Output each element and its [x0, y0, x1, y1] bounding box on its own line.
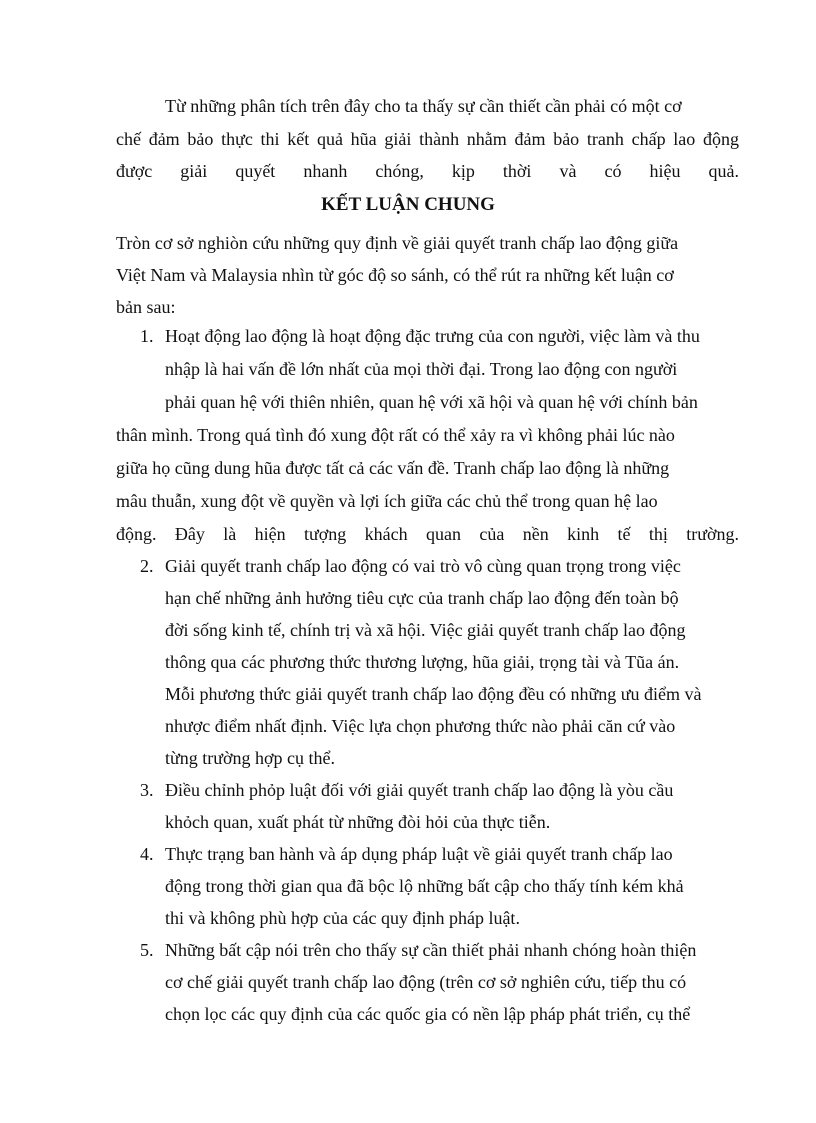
list-item-number: 2.: [140, 556, 154, 576]
list-item-line: thông qua các phương thức thương lượng, hũa giải, trọng tài và Tũa án.: [165, 652, 680, 672]
list-item-number: 1.: [140, 326, 154, 346]
list-item-line: chọn lọc các quy định của các quốc gia có nền lập pháp phát triển, cụ thể: [165, 1004, 691, 1024]
list-item-number: 3.: [140, 780, 154, 800]
list-item-line: Thực trạng ban hành và áp dụng pháp luật về giải quyết tranh chấp lao: [165, 844, 673, 864]
list-item-line: giữa họ cũng dung hũa được tất cả các vấn đề. Tranh chấp lao động là những: [116, 458, 670, 478]
list-item-line: Mỗi phương thức giải quyết tranh chấp lao động đều có những ưu điểm và: [165, 684, 702, 704]
intro-line-1: Từ những phân tích trên đây cho ta thấy sự cần thiết cần phải có một cơ: [165, 96, 682, 116]
list-item-line: nhược điểm nhất định. Việc lựa chọn phương thức nào phải căn cứ vào: [165, 716, 676, 736]
list-item-line: từng trường hợp cụ thể.: [165, 748, 336, 768]
list-item-line: Giải quyết tranh chấp lao động có vai trò vô cùng quan trọng trong việc: [165, 556, 681, 576]
list-item-line: cơ chế giải quyết tranh chấp lao động (trên cơ sở nghiên cứu, tiếp thu có: [165, 972, 687, 992]
list-item-line: thi và không phù hợp của các quy định pháp luật.: [165, 908, 520, 928]
list-item-line: hạn chế những ảnh hưởng tiêu cực của tranh chấp lao động đến toàn bộ: [165, 588, 679, 608]
list-item-number: 5.: [140, 940, 154, 960]
list-item-line: khỏch quan, xuất phát từ những đòi hỏi của thực tiễn.: [165, 812, 551, 832]
lead-line-2: Việt Nam và Malaysia nhìn từ góc độ so sánh, có thể rút ra những kết luận cơ: [116, 265, 674, 285]
list-item-line: Hoạt động lao động là hoạt động đặc trưng của con người, việc làm và thu: [165, 326, 700, 346]
list-item-number: 4.: [140, 844, 154, 864]
list-item-line: mâu thuẫn, xung đột về quyền và lợi ích giữa các chủ thể trong quan hệ lao: [116, 491, 658, 511]
list-item-line: nhập là hai vấn đề lớn nhất của mọi thời đại. Trong lao động con người: [165, 359, 678, 379]
list-item-line: Điều chỉnh phỏp luật đối với giải quyết tranh chấp lao động là yòu cầu: [165, 780, 674, 800]
list-item-line: phải quan hệ với thiên nhiên, quan hệ với xã hội và quan hệ với chính bản: [165, 392, 698, 412]
list-item-line: đời sống kinh tế, chính trị và xã hội. Việc giải quyết tranh chấp lao động: [165, 620, 686, 640]
section-heading: KẾT LUẬN CHUNG: [321, 194, 495, 215]
intro-line-2: chế đảm bảo thực thi kết quả hũa giải thành nhằm đảm bảo tranh chấp lao động: [116, 129, 739, 149]
intro-line-3: được giải quyết nhanh chóng, kịp thời và có hiệu quả.: [116, 161, 739, 181]
list-item-line: thân mình. Trong quá tình đó xung đột rất có thể xảy ra vì không phải lúc nào: [116, 425, 675, 445]
lead-line-1: Tròn cơ sở nghiòn cứu những quy định về giải quyết tranh chấp lao động giữa: [116, 233, 679, 253]
list-item-line: Những bất cập nói trên cho thấy sự cần thiết phải nhanh chóng hoàn thiện: [165, 940, 697, 960]
lead-line-3: bản sau:: [116, 297, 176, 317]
list-item-line: động trong thời gian qua đã bộc lộ những bất cập cho thấy tính kém khả: [165, 876, 684, 896]
list-item-line: động. Đây là hiện tượng khách quan của nền kinh tế thị trường.: [116, 524, 739, 544]
